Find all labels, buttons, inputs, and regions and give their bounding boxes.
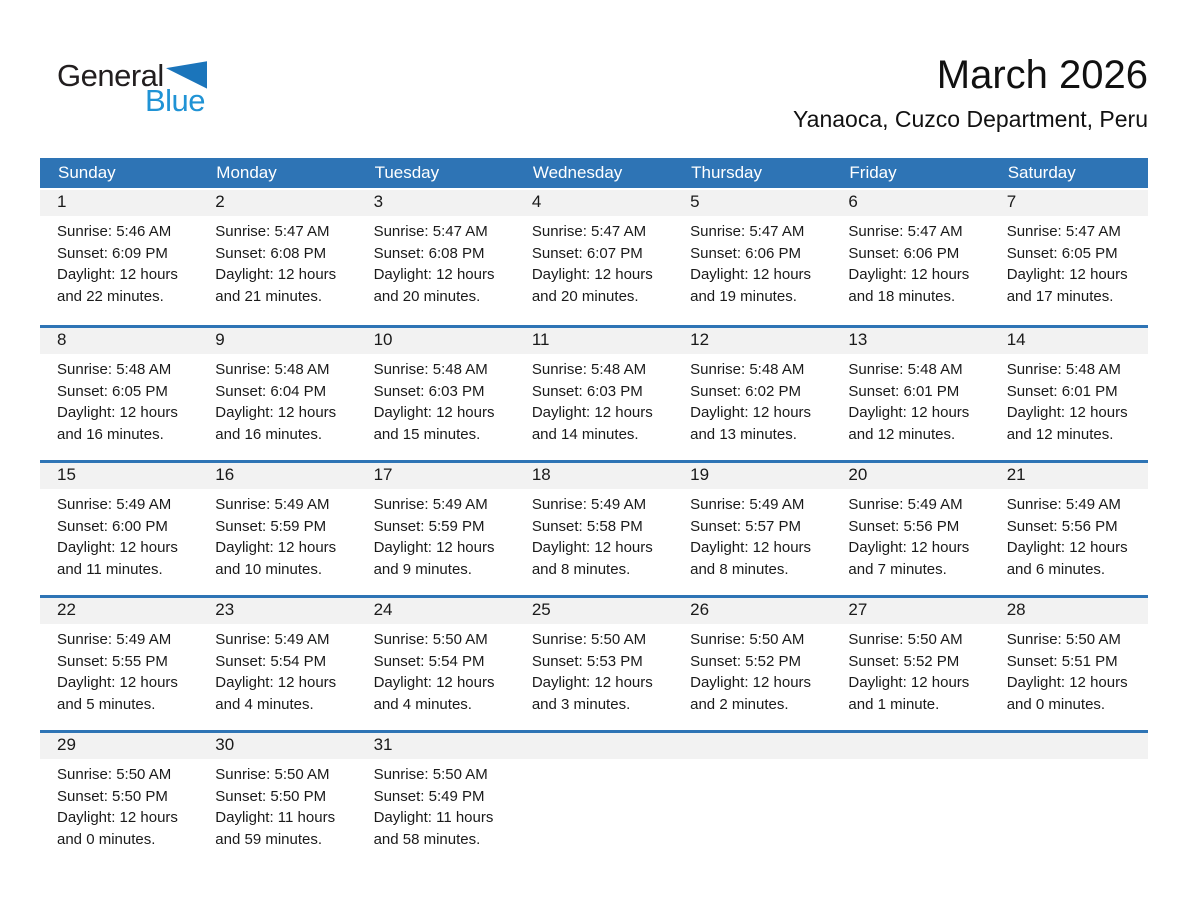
calendar-day-cell	[40, 190, 198, 325]
day-number: 6	[831, 190, 989, 216]
calendar-day-cell	[831, 190, 989, 325]
sunrise-text: Sunrise: 5:47 AM	[1006, 223, 1121, 240]
sunrise-text: Sunrise: 5:48 AM	[215, 361, 330, 378]
day-number: 9	[198, 328, 356, 354]
sunrise-text: Sunrise: 5:49 AM	[690, 496, 805, 513]
calendar-day-cell	[515, 598, 673, 730]
sunset-text: Sunset: 5:51 PM	[1006, 652, 1118, 670]
day-info	[40, 489, 198, 580]
sunset-text: Sunset: 6:04 PM	[215, 382, 327, 400]
day-number: 3	[357, 190, 515, 216]
daylight-text: Daylight: 12 hours and 11 minutes.	[57, 539, 178, 578]
day-info	[673, 354, 831, 445]
day-info	[198, 216, 356, 307]
day-info	[40, 216, 198, 307]
calendar-day-cell	[198, 598, 356, 730]
daylight-text: Daylight: 12 hours and 0 minutes.	[1006, 674, 1128, 713]
weekday-header-sunday: Sunday	[58, 163, 116, 182]
calendar-day-cell	[40, 463, 198, 595]
sunrise-text: Sunrise: 5:50 AM	[215, 766, 330, 783]
sunset-text: Sunset: 5:59 PM	[215, 517, 327, 535]
weekday-header-monday: Monday	[216, 163, 277, 182]
week-row	[40, 190, 1148, 325]
sunset-text: Sunset: 6:08 PM	[215, 244, 327, 262]
general-blue-logo	[57, 60, 207, 116]
daylight-text: Daylight: 12 hours and 22 minutes.	[57, 266, 178, 305]
logo-text-blue: Blue	[144, 83, 205, 118]
sunrise-text: Sunrise: 5:48 AM	[57, 361, 172, 378]
sunrise-text: Sunrise: 5:50 AM	[1006, 631, 1121, 648]
day-number: 13	[831, 328, 989, 354]
day-number: 28	[990, 598, 1148, 624]
calendar-day-cell	[990, 328, 1148, 460]
calendar-day-cell	[990, 190, 1148, 325]
calendar-day-cell	[198, 733, 356, 865]
daylight-text: Daylight: 12 hours and 10 minutes.	[215, 539, 337, 578]
day-number: 16	[198, 463, 356, 489]
day-number: 4	[515, 190, 673, 216]
daylight-text: Daylight: 12 hours and 16 minutes.	[57, 404, 178, 443]
day-number: 15	[40, 463, 198, 489]
weekday-header-thursday: Thursday	[691, 163, 762, 182]
weekday-header-wednesday: Wednesday	[532, 163, 623, 182]
day-info	[673, 216, 831, 307]
day-number: 29	[40, 733, 198, 759]
daylight-text: Daylight: 12 hours and 19 minutes.	[690, 266, 812, 305]
sunrise-text: Sunrise: 5:46 AM	[57, 223, 172, 240]
day-number: 14	[990, 328, 1148, 354]
sunset-text: Sunset: 6:05 PM	[57, 382, 168, 400]
sunset-text: Sunset: 5:56 PM	[848, 517, 960, 535]
sunrise-text: Sunrise: 5:50 AM	[690, 631, 805, 648]
day-number	[515, 733, 673, 759]
day-info	[357, 624, 515, 715]
day-info	[40, 624, 198, 715]
sunset-text: Sunset: 5:52 PM	[848, 652, 960, 670]
title-block	[793, 52, 1148, 133]
sunset-text: Sunset: 5:54 PM	[373, 652, 485, 670]
calendar-day-cell	[831, 463, 989, 595]
calendar-day-cell	[990, 598, 1148, 730]
week-row	[40, 325, 1148, 460]
day-number: 7	[990, 190, 1148, 216]
daylight-text: Daylight: 12 hours and 20 minutes.	[373, 266, 495, 305]
daylight-text: Daylight: 12 hours and 17 minutes.	[1006, 266, 1128, 305]
day-number: 2	[198, 190, 356, 216]
sunrise-text: Sunrise: 5:48 AM	[531, 361, 647, 378]
sunrise-text: Sunrise: 5:50 AM	[848, 631, 963, 648]
daylight-text: Daylight: 12 hours and 2 minutes.	[690, 674, 812, 713]
calendar-empty-cell	[990, 733, 1148, 865]
sunrise-text: Sunrise: 5:49 AM	[57, 631, 172, 648]
calendar-day-cell	[673, 328, 831, 460]
day-info	[990, 489, 1148, 580]
daylight-text: Daylight: 12 hours and 12 minutes.	[848, 404, 970, 443]
sunrise-text: Sunrise: 5:50 AM	[373, 631, 488, 648]
day-number: 22	[40, 598, 198, 624]
calendar-day-cell	[357, 598, 515, 730]
day-info	[198, 759, 356, 850]
calendar-day-cell	[831, 598, 989, 730]
sunset-text: Sunset: 5:54 PM	[215, 652, 327, 670]
calendar-day-cell	[40, 733, 198, 865]
calendar-day-cell	[198, 190, 356, 325]
calendar-day-cell	[515, 463, 673, 595]
sunrise-text: Sunrise: 5:49 AM	[848, 496, 963, 513]
daylight-text: Daylight: 12 hours and 3 minutes.	[531, 674, 653, 713]
daylight-text: Daylight: 12 hours and 8 minutes.	[690, 539, 812, 578]
day-info	[357, 354, 515, 445]
day-number	[831, 733, 989, 759]
sunrise-text: Sunrise: 5:49 AM	[215, 496, 330, 513]
calendar-day-cell	[357, 328, 515, 460]
daylight-text: Daylight: 11 hours and 59 minutes.	[215, 809, 336, 848]
calendar-day-cell	[990, 463, 1148, 595]
day-number: 30	[198, 733, 356, 759]
day-info	[515, 624, 673, 715]
daylight-text: Daylight: 12 hours and 0 minutes.	[57, 809, 178, 848]
weekday-header-saturday: Saturday	[1007, 163, 1076, 182]
day-number: 20	[831, 463, 989, 489]
daylight-text: Daylight: 12 hours and 12 minutes.	[1006, 404, 1128, 443]
day-info	[198, 489, 356, 580]
week-row	[40, 730, 1148, 865]
sunrise-text: Sunrise: 5:47 AM	[373, 223, 488, 240]
daylight-text: Daylight: 12 hours and 18 minutes.	[848, 266, 970, 305]
daylight-text: Daylight: 12 hours and 6 minutes.	[1006, 539, 1128, 578]
day-info	[40, 354, 198, 445]
day-info	[357, 759, 515, 850]
day-info	[831, 489, 989, 580]
sunrise-text: Sunrise: 5:47 AM	[690, 223, 805, 240]
daylight-text: Daylight: 12 hours and 1 minute.	[848, 674, 970, 713]
sunset-text: Sunset: 5:50 PM	[57, 787, 168, 805]
calendar-empty-cell	[673, 733, 831, 865]
calendar-table	[40, 158, 1148, 865]
day-info	[198, 624, 356, 715]
sunrise-text: Sunrise: 5:48 AM	[848, 361, 963, 378]
daylight-text: Daylight: 12 hours and 7 minutes.	[848, 539, 970, 578]
sunset-text: Sunset: 6:08 PM	[373, 244, 485, 262]
day-number: 17	[357, 463, 515, 489]
day-number: 25	[515, 598, 673, 624]
day-number: 18	[515, 463, 673, 489]
daylight-text: Daylight: 12 hours and 4 minutes.	[215, 674, 337, 713]
sunrise-text: Sunrise: 5:48 AM	[373, 361, 488, 378]
weekday-header-row	[40, 158, 1148, 188]
day-info	[990, 354, 1148, 445]
daylight-text: Daylight: 12 hours and 16 minutes.	[215, 404, 337, 443]
day-number: 8	[40, 328, 198, 354]
sunset-text: Sunset: 5:56 PM	[1006, 517, 1118, 535]
daylight-text: Daylight: 11 hours and 58 minutes.	[373, 809, 494, 848]
day-info	[515, 216, 673, 307]
sunset-text: Sunset: 5:57 PM	[690, 517, 802, 535]
day-number	[673, 733, 831, 759]
day-number: 10	[357, 328, 515, 354]
sunrise-text: Sunrise: 5:50 AM	[531, 631, 647, 648]
day-info	[990, 216, 1148, 307]
sunset-text: Sunset: 6:09 PM	[57, 244, 168, 262]
weekday-header-tuesday: Tuesday	[374, 163, 440, 182]
day-number: 5	[673, 190, 831, 216]
location-subtitle: Yanaoca, Cuzco Department, Peru	[793, 106, 1148, 132]
month-title: March 2026	[936, 53, 1148, 97]
day-number: 19	[673, 463, 831, 489]
calendar-day-cell	[515, 328, 673, 460]
sunrise-text: Sunrise: 5:48 AM	[690, 361, 805, 378]
day-number: 12	[673, 328, 831, 354]
sunset-text: Sunset: 6:03 PM	[373, 382, 485, 400]
calendar-day-cell	[357, 463, 515, 595]
weeks-container	[40, 190, 1148, 865]
sunset-text: Sunset: 5:53 PM	[531, 652, 643, 670]
day-info	[198, 354, 356, 445]
day-info	[831, 354, 989, 445]
day-info	[357, 489, 515, 580]
day-number: 24	[357, 598, 515, 624]
sunset-text: Sunset: 5:59 PM	[373, 517, 485, 535]
sunrise-text: Sunrise: 5:49 AM	[215, 631, 330, 648]
calendar-day-cell	[357, 190, 515, 325]
day-info	[515, 354, 673, 445]
calendar-day-cell	[198, 463, 356, 595]
sunrise-text: Sunrise: 5:47 AM	[215, 223, 330, 240]
calendar-day-cell	[831, 328, 989, 460]
sunset-text: Sunset: 5:58 PM	[531, 517, 643, 535]
week-row	[40, 595, 1148, 730]
sunrise-text: Sunrise: 5:48 AM	[1006, 361, 1121, 378]
day-number: 31	[357, 733, 515, 759]
sunrise-text: Sunrise: 5:50 AM	[373, 766, 488, 783]
sunrise-text: Sunrise: 5:47 AM	[531, 223, 647, 240]
day-info	[831, 216, 989, 307]
sunrise-text: Sunrise: 5:49 AM	[531, 496, 647, 513]
daylight-text: Daylight: 12 hours and 5 minutes.	[57, 674, 178, 713]
day-number: 26	[673, 598, 831, 624]
daylight-text: Daylight: 12 hours and 4 minutes.	[373, 674, 495, 713]
daylight-text: Daylight: 12 hours and 13 minutes.	[690, 404, 812, 443]
daylight-text: Daylight: 12 hours and 14 minutes.	[531, 404, 653, 443]
sunset-text: Sunset: 6:05 PM	[1006, 244, 1118, 262]
sunset-text: Sunset: 5:52 PM	[690, 652, 802, 670]
day-info	[831, 624, 989, 715]
sunset-text: Sunset: 5:55 PM	[57, 652, 168, 670]
sunrise-text: Sunrise: 5:50 AM	[57, 766, 172, 783]
calendar-day-cell	[673, 190, 831, 325]
day-number: 11	[515, 328, 673, 354]
sunset-text: Sunset: 6:03 PM	[531, 382, 643, 400]
day-number	[990, 733, 1148, 759]
daylight-text: Daylight: 12 hours and 20 minutes.	[531, 266, 653, 305]
daylight-text: Daylight: 12 hours and 15 minutes.	[373, 404, 495, 443]
daylight-text: Daylight: 12 hours and 21 minutes.	[215, 266, 337, 305]
calendar-day-cell	[357, 733, 515, 865]
calendar-day-cell	[198, 328, 356, 460]
calendar-day-cell	[515, 190, 673, 325]
calendar-empty-cell	[831, 733, 989, 865]
day-info	[990, 624, 1148, 715]
week-row	[40, 460, 1148, 595]
day-info	[673, 624, 831, 715]
daylight-text: Daylight: 12 hours and 8 minutes.	[531, 539, 653, 578]
sunset-text: Sunset: 6:06 PM	[690, 244, 802, 262]
logo-text-general: General	[57, 58, 164, 93]
daylight-text: Daylight: 12 hours and 9 minutes.	[373, 539, 495, 578]
calendar-empty-cell	[515, 733, 673, 865]
sunrise-text: Sunrise: 5:47 AM	[848, 223, 963, 240]
day-number: 27	[831, 598, 989, 624]
day-info	[673, 489, 831, 580]
sunset-text: Sunset: 5:49 PM	[373, 787, 485, 805]
sunset-text: Sunset: 6:01 PM	[848, 382, 960, 400]
sunset-text: Sunset: 6:07 PM	[531, 244, 643, 262]
calendar-day-cell	[40, 598, 198, 730]
day-number: 1	[40, 190, 198, 216]
calendar-day-cell	[673, 463, 831, 595]
day-info	[357, 216, 515, 307]
calendar-day-cell	[673, 598, 831, 730]
sunset-text: Sunset: 5:50 PM	[215, 787, 327, 805]
day-info	[515, 489, 673, 580]
sunset-text: Sunset: 6:02 PM	[690, 382, 802, 400]
sunrise-text: Sunrise: 5:49 AM	[57, 496, 172, 513]
sunset-text: Sunset: 6:01 PM	[1006, 382, 1118, 400]
calendar-day-cell	[40, 328, 198, 460]
day-number: 23	[198, 598, 356, 624]
sunrise-text: Sunrise: 5:49 AM	[1006, 496, 1121, 513]
sunset-text: Sunset: 6:06 PM	[848, 244, 960, 262]
sunset-text: Sunset: 6:00 PM	[57, 517, 168, 535]
day-info	[40, 759, 198, 850]
sunrise-text: Sunrise: 5:49 AM	[373, 496, 488, 513]
day-number: 21	[990, 463, 1148, 489]
weekday-header-friday: Friday	[849, 163, 897, 182]
